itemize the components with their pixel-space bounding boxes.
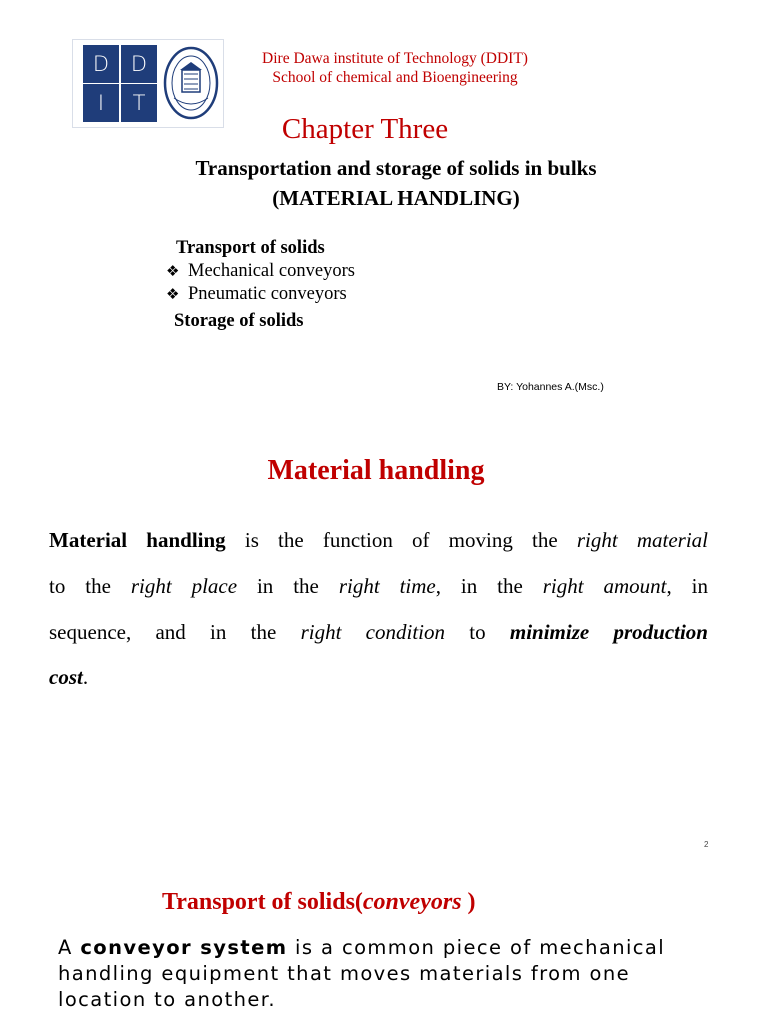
paragraph-line: sequence, and in the right condition to minimize production bbox=[49, 620, 708, 644]
conveyor-definition-line: A conveyor system is a common piece of mechanical bbox=[58, 936, 666, 959]
outline-bullet: ❖ Mechanical conveyors bbox=[166, 261, 355, 281]
school-name: School of chemical and Bioengineering bbox=[272, 69, 518, 86]
outline-heading: Transport of solids bbox=[176, 238, 325, 258]
slide-title: Transport of solids(conveyors ) bbox=[162, 889, 476, 915]
logo-letter: I bbox=[83, 84, 119, 122]
chapter-title: Chapter Three bbox=[281, 113, 449, 145]
subtitle-line: Transportation and storage of solids in bulks bbox=[195, 156, 597, 180]
diamond-bullet-icon: ❖ bbox=[166, 262, 180, 280]
subtitle-line: (MATERIAL HANDLING) bbox=[272, 186, 520, 210]
page-number: 2 bbox=[704, 840, 709, 849]
institution-name: Dire Dawa institute of Technology (DDIT) bbox=[262, 50, 528, 67]
paragraph-line: to the right place in the right time, in the right amount, in bbox=[49, 574, 708, 598]
paragraph-line: Material handling is the function of moving the right material bbox=[49, 528, 708, 552]
logo-letter: T bbox=[121, 84, 157, 122]
outline-bullet: ❖ Pneumatic conveyors bbox=[166, 284, 347, 304]
slide-title: Material handling bbox=[267, 455, 485, 486]
author-byline: BY: Yohannes A.(Msc.) bbox=[497, 381, 604, 393]
conveyor-definition-line: handling equipment that moves materials from one bbox=[58, 962, 630, 985]
conveyor-definition-line: location to another. bbox=[58, 988, 277, 1011]
university-seal-icon bbox=[162, 44, 220, 122]
logo-letter: D bbox=[83, 45, 119, 83]
outline-heading: Storage of solids bbox=[174, 311, 304, 331]
diamond-bullet-icon: ❖ bbox=[166, 285, 180, 303]
logo-letter: D bbox=[121, 45, 157, 83]
paragraph-line: cost. bbox=[49, 665, 89, 689]
